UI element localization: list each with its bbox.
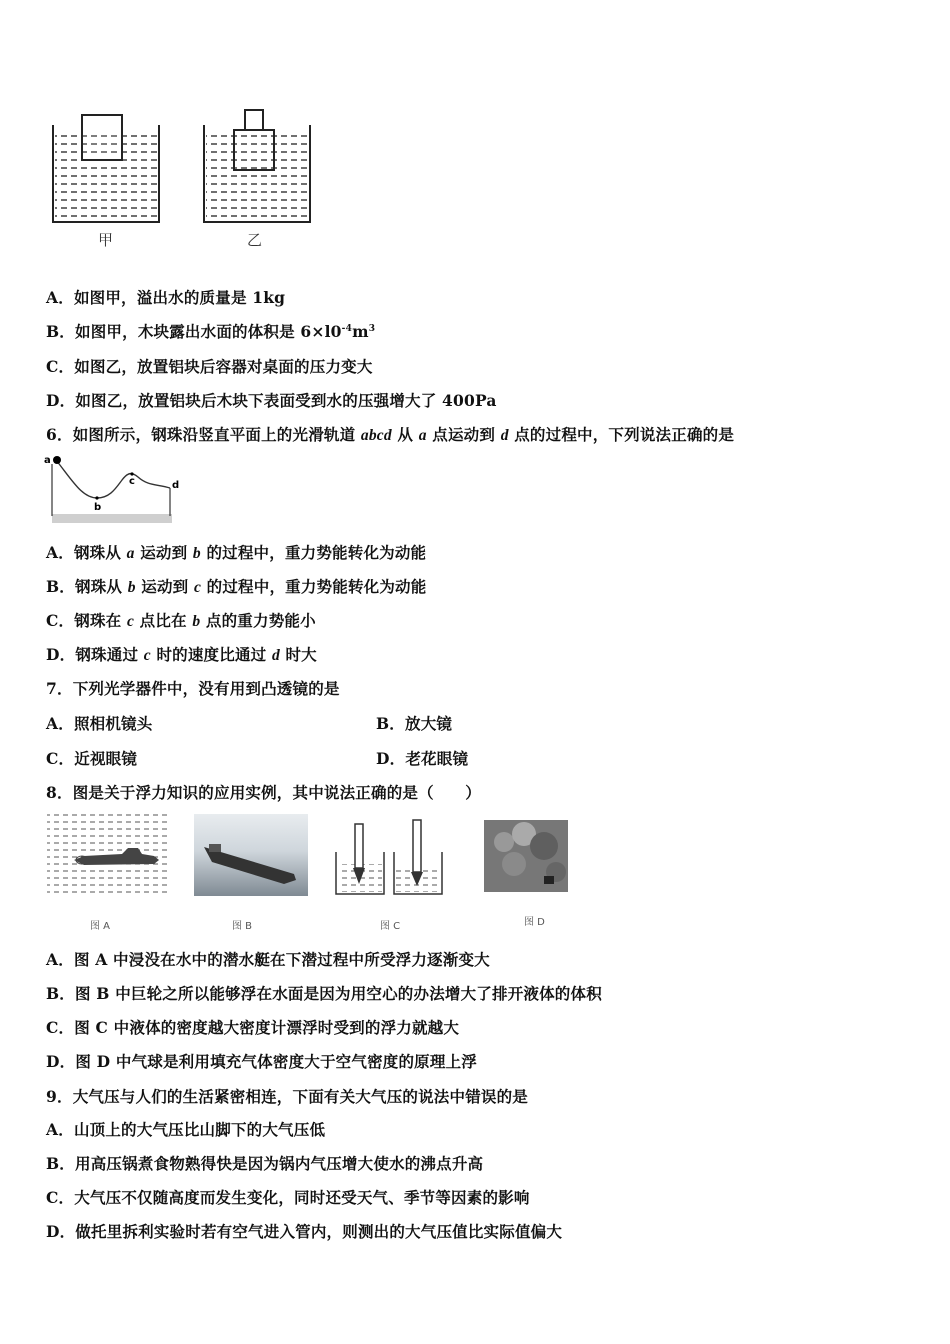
q8-stem: 8．图是关于浮力知识的应用实例，其中说法正确的是（ ） xyxy=(46,783,481,802)
q5-option-b: B．如图甲，木块露出水面的体积是 $6\times l0^{-4}m^3$ xyxy=(46,322,376,341)
track-label-b: b xyxy=(94,502,102,513)
q8-option-b: B．图 B 中巨轮之所以能够浮在水面是因为用空心的办法增大了排开液体的体积 xyxy=(46,984,602,1003)
q9-option-b: B．用高压锅煮食物熟得快是因为锅内气压增大使水的沸点升高 xyxy=(46,1154,484,1173)
q7-stem: 7．下列光学器件中，没有用到凸透镜的是 xyxy=(46,679,340,698)
figure-containers xyxy=(40,100,330,260)
q7-option-c: C．近视眼镜 xyxy=(46,749,138,768)
q6-option-d: D．钢珠通过 c 时的速度比通过 d 时大 xyxy=(46,645,317,664)
q5-option-c: C．如图乙，放置铝块后容器对桌面的压力变大 xyxy=(46,357,373,376)
q6-stem: 6．如图所示，钢珠沿竖直平面上的光滑轨道 abcd 从 a 点运动到 d 点的过程中，下列说法正确的是 xyxy=(46,425,735,444)
q9-option-c: C．大气压不仅随高度而发生变化，同时还受天气、季节等因素的影响 xyxy=(46,1188,530,1207)
figure-track xyxy=(42,450,187,528)
container-jia xyxy=(53,115,159,222)
q5-option-d: D．如图乙，放置铝块后木块下表面受到水的压强增大了 400Pa xyxy=(46,391,497,410)
label-jia: 甲 xyxy=(98,231,114,249)
q8-option-c: C．图 C 中液体的密度越大密度计漂浮时受到的浮力就越大 xyxy=(46,1018,460,1037)
q7-option-a: A．照相机镜头 xyxy=(46,714,153,733)
container-yi xyxy=(204,110,310,222)
q9-option-a: A．山顶上的大气压比山脚下的大气压低 xyxy=(46,1120,326,1139)
q6-option-c: C．钢珠在 c 点比在 b 点的重力势能小 xyxy=(46,611,316,630)
q9-stem: 9．大气压与人们的生活紧密相连，下面有关大气压的说法中错误的是 xyxy=(46,1087,528,1106)
caption-c: 图 C xyxy=(380,921,401,932)
track-label-a: a xyxy=(44,455,51,466)
caption-a: 图 A xyxy=(90,921,111,932)
caption-d: 图 D xyxy=(524,917,545,928)
figure-d-balloon xyxy=(484,820,568,892)
q8-option-d: D．图 D 中气球是利用填充气体密度大于空气密度的原理上浮 xyxy=(46,1052,477,1071)
q9-option-d: D．做托里拆利实验时若有空气进入管内，则测出的大气压值比实际值偏大 xyxy=(46,1222,563,1241)
figure-buoyancy xyxy=(44,812,570,934)
q5-option-a: A．如图甲，溢出水的质量是 1kg xyxy=(46,288,286,307)
q6-option-a: A．钢珠从 a 运动到 b 的过程中，重力势能转化为动能 xyxy=(46,543,427,562)
track-label-c: c xyxy=(129,476,135,487)
label-yi: 乙 xyxy=(247,231,263,249)
figure-a-submarine xyxy=(47,814,169,896)
steel-ball xyxy=(53,456,61,464)
track-label-d: d xyxy=(172,480,180,491)
q7-option-d: D．老花眼镜 xyxy=(376,749,469,768)
caption-b: 图 B xyxy=(232,921,253,932)
q7-option-b: B．放大镜 xyxy=(376,714,453,733)
q6-option-b: B．钢珠从 b 运动到 c 的过程中，重力势能转化为动能 xyxy=(46,577,427,596)
q8-option-a: A．图 A 中浸没在水中的潜水艇在下潜过程中所受浮力逐渐变大 xyxy=(46,950,490,969)
figure-b-ship xyxy=(194,814,308,896)
